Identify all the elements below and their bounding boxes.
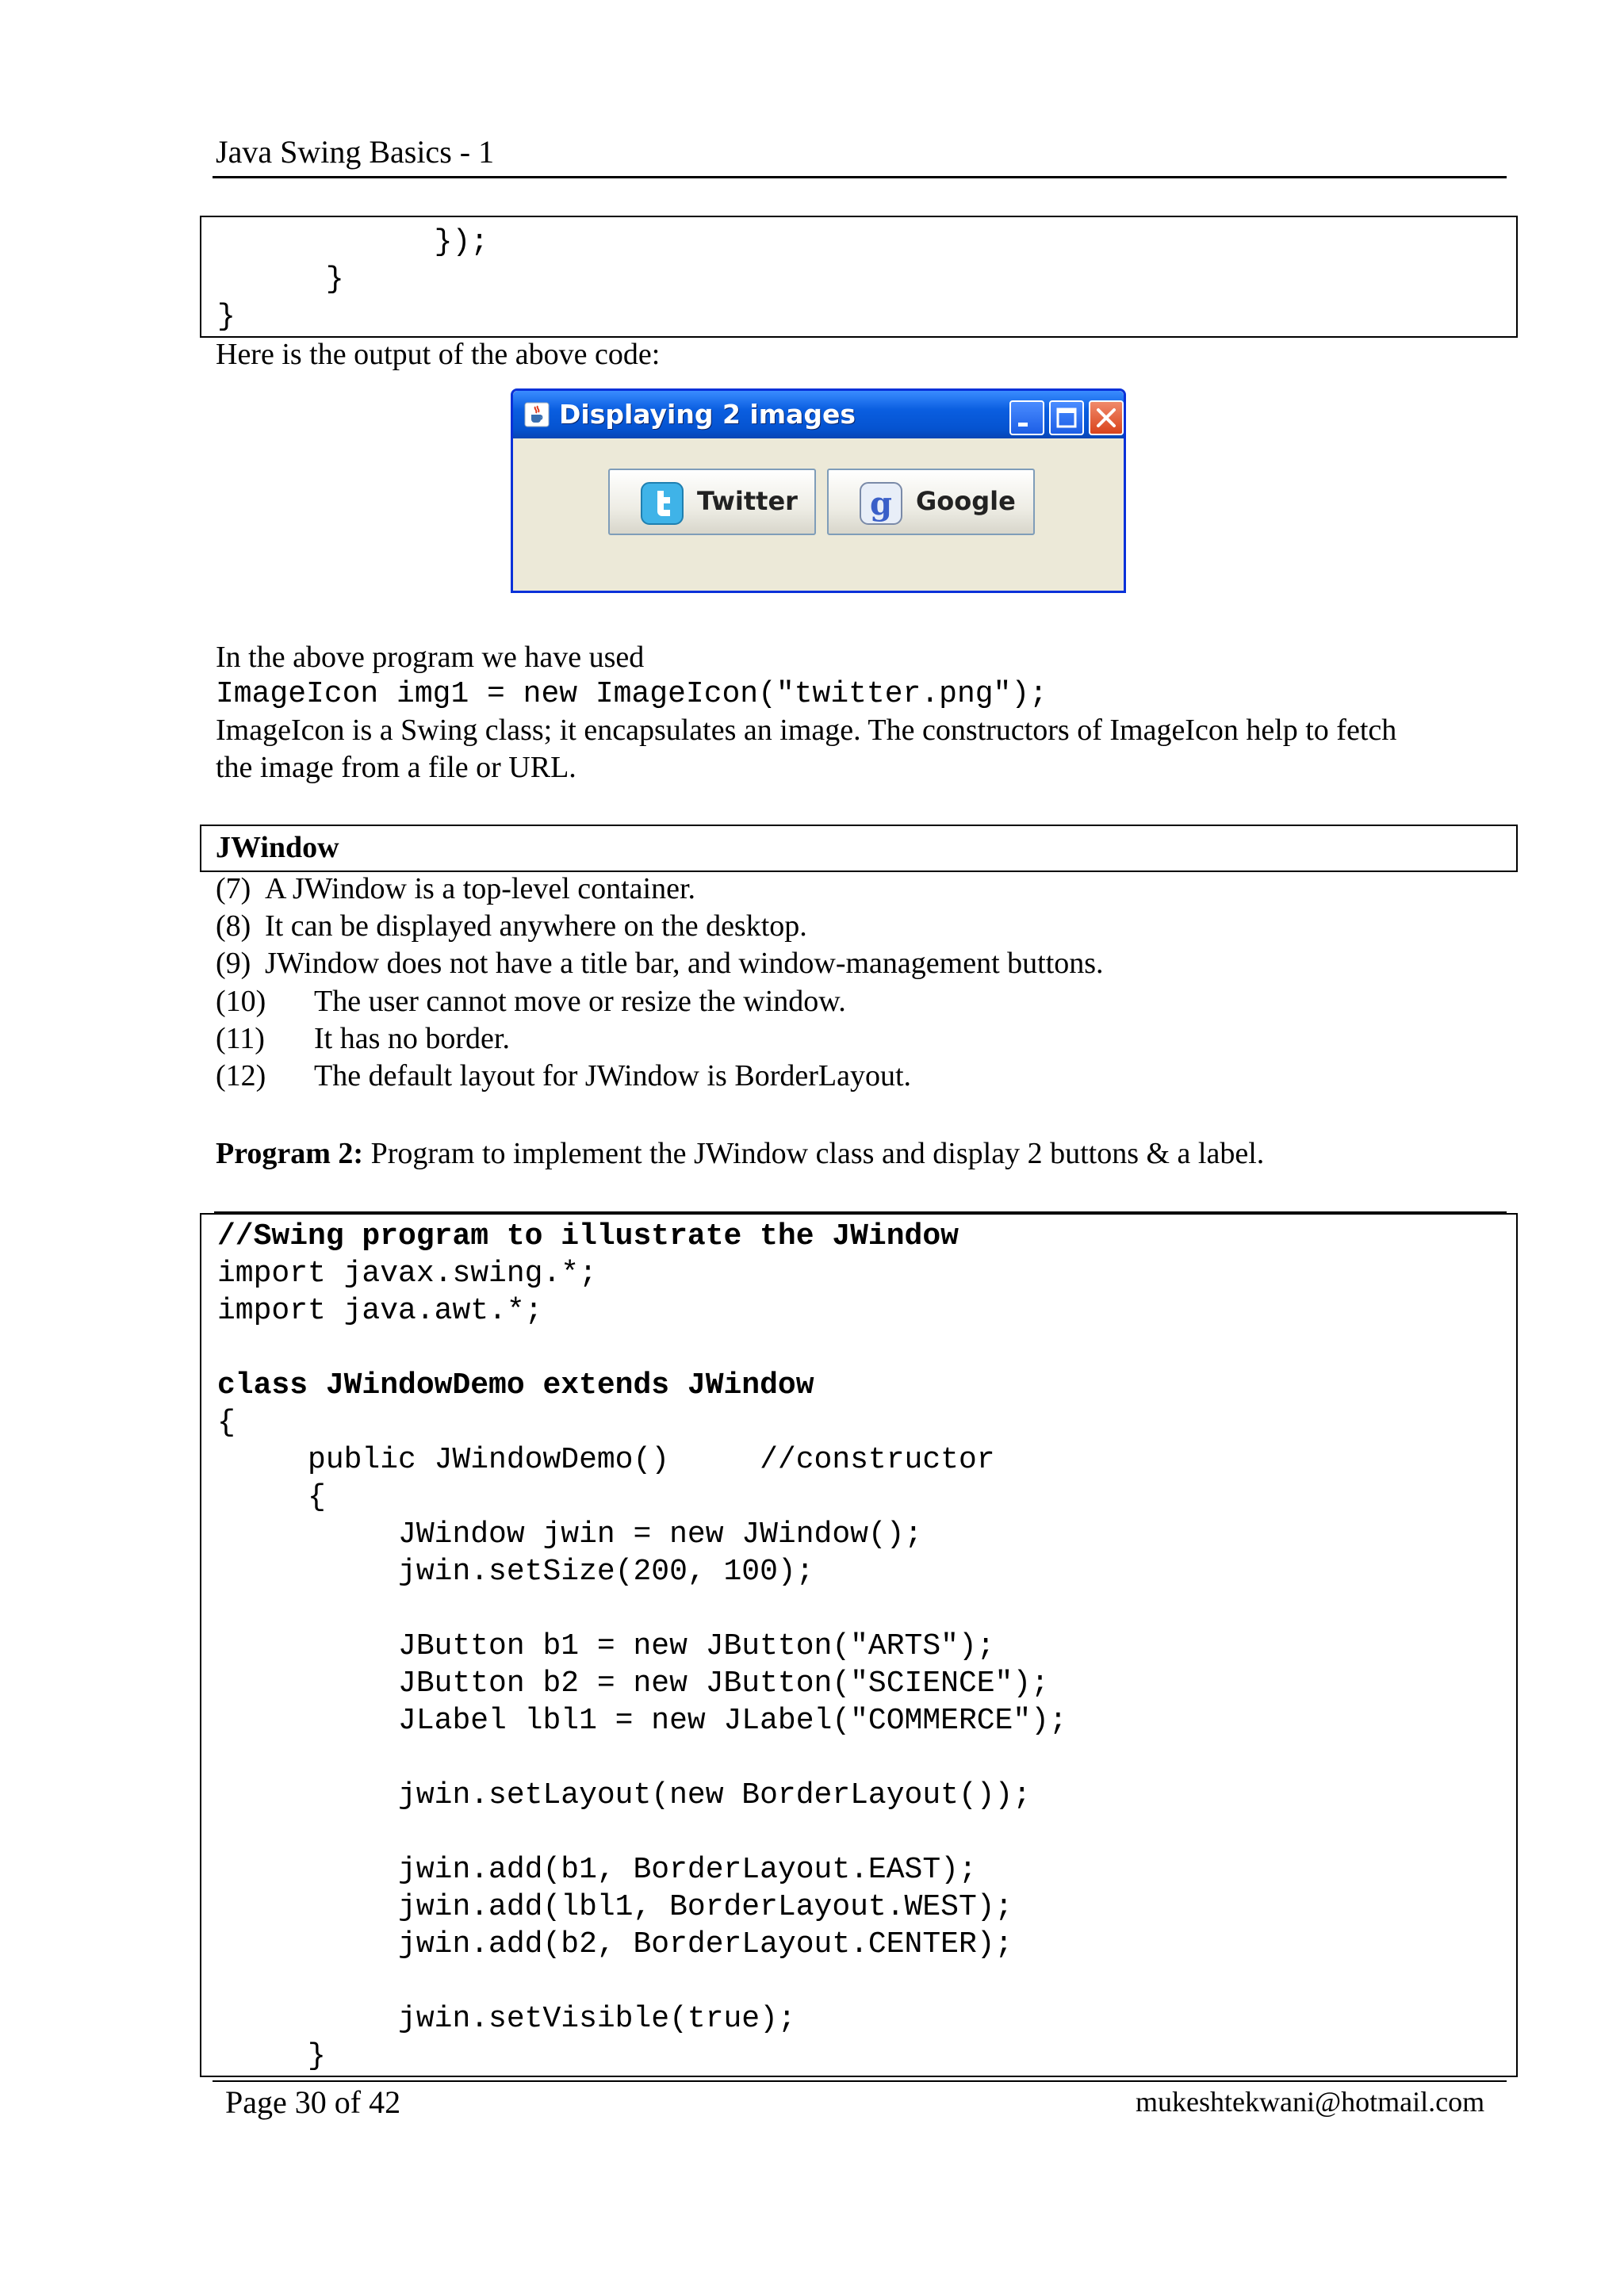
code-line: //Swing program to illustrate the JWindow	[217, 1219, 959, 1253]
window-title: Displaying 2 images	[559, 399, 856, 430]
program-2-label: Program 2:	[216, 1137, 364, 1170]
google-button[interactable]	[827, 469, 1035, 535]
code-line: {	[217, 1406, 236, 1440]
code-line: });	[217, 225, 489, 259]
list-item-text: JWindow does not have a title bar, and window-management buttons.	[265, 947, 1104, 980]
footer-email: mukeshtekwani@hotmail.com	[1136, 2086, 1485, 2118]
close-icon	[1090, 402, 1122, 434]
page-number: Page 30 of 42	[225, 2084, 401, 2120]
imageicon-description-line: ImageIcon is a Swing class; it encapsulates an image. The constructors of ImageIcon help to fetch	[216, 714, 1397, 747]
list-item-text: It can be displayed anywhere on the desktop.	[265, 909, 807, 943]
maximize-button[interactable]	[1049, 400, 1084, 435]
list-item-number: (9)	[216, 947, 251, 980]
svg-text:g: g	[870, 485, 892, 522]
header-rule	[213, 176, 1507, 178]
footer-rule	[213, 2080, 1507, 2082]
close-button[interactable]	[1089, 400, 1124, 435]
code-line: jwin.add(lbl1, BorderLayout.WEST);	[217, 1890, 1013, 1924]
list-item-number: (7)	[216, 872, 251, 905]
list-item-number: (8)	[216, 909, 251, 943]
google-icon	[859, 481, 903, 526]
google-button-label: Google	[916, 486, 1016, 516]
imageicon-code-line: ImageIcon img1 = new ImageIcon("twitter.png");	[216, 677, 1048, 711]
code-line: }	[217, 2039, 326, 2073]
section-heading: JWindow	[216, 831, 339, 864]
twitter-button[interactable]	[608, 469, 816, 535]
window-titlebar	[513, 391, 1124, 438]
code-box-main	[200, 1213, 1518, 2077]
program-2-description	[216, 1135, 1264, 1173]
page-header-title: Java Swing Basics - 1	[216, 134, 495, 170]
code-line: }	[217, 300, 236, 334]
code-line: JWindow jwin = new JWindow();	[217, 1517, 923, 1552]
list-item-text: The user cannot move or resize the window.	[314, 985, 846, 1018]
java-cup-icon	[524, 402, 550, 427]
swing-window-screenshot	[511, 388, 1126, 593]
code-line: jwin.add(b1, BorderLayout.EAST);	[217, 1853, 977, 1887]
code-line: jwin.setSize(200, 100);	[217, 1555, 814, 1589]
list-item-number: (10)	[216, 985, 266, 1018]
code-line: jwin.setLayout(new BorderLayout());	[217, 1778, 1032, 1812]
code-box-top	[200, 216, 1518, 338]
twitter-icon	[640, 481, 684, 526]
code-line: {	[217, 1480, 326, 1514]
list-item-number: (11)	[216, 1022, 265, 1055]
list-item-number: (12)	[216, 1059, 266, 1093]
output-intro-text: Here is the output of the above code:	[216, 338, 661, 371]
program-2-text: Program to implement the JWindow class and display 2 buttons & a label.	[363, 1137, 1265, 1170]
twitter-button-label: Twitter	[697, 486, 798, 516]
window-content-pane	[513, 438, 1124, 591]
imageicon-intro-text: In the above program we have used	[216, 641, 645, 674]
code-line: import javax.swing.*;	[217, 1257, 597, 1291]
code-line: JButton b1 = new JButton("ARTS");	[217, 1629, 995, 1663]
minimize-icon	[1011, 402, 1043, 434]
code-line: class JWindowDemo extends JWindow	[217, 1368, 814, 1402]
code-line: public JWindowDemo() //constructor	[217, 1443, 995, 1477]
imageicon-description-line: the image from a file or URL.	[216, 751, 576, 784]
code-line: }	[217, 262, 344, 297]
maximize-icon	[1051, 402, 1082, 434]
list-item-text: The default layout for JWindow is BorderLayout.	[314, 1059, 912, 1093]
code-line: JLabel lbl1 = new JLabel("COMMERCE");	[217, 1704, 1067, 1738]
code-line: JButton b2 = new JButton("SCIENCE");	[217, 1667, 1049, 1701]
code-line: import java.awt.*;	[217, 1294, 543, 1328]
code-line: jwin.setVisible(true);	[217, 2002, 796, 2036]
jwindow-heading-box	[200, 825, 1518, 872]
list-item-text: It has no border.	[314, 1022, 510, 1055]
code-line: jwin.add(b2, BorderLayout.CENTER);	[217, 1927, 1013, 1961]
minimize-button[interactable]	[1009, 400, 1044, 435]
list-item-text: A JWindow is a top-level container.	[265, 872, 696, 905]
